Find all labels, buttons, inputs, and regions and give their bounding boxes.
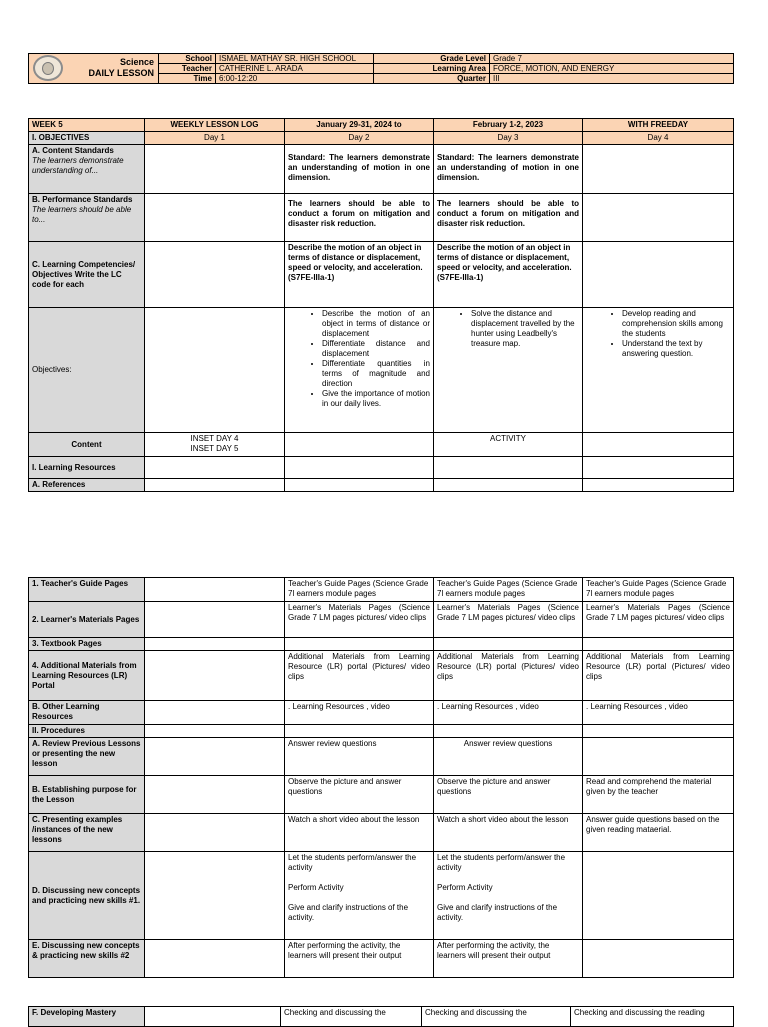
week-cell: WEEK 5 <box>29 119 145 132</box>
content-standards-day2: Standard: The learners demonstrate an understanding of motion in one dimension. <box>285 145 434 194</box>
competencies-day3 <box>434 242 583 308</box>
competencies-day3-text: Describe the motion of an object in terms of distance or displacement, speed or velocity, and acceleration. <box>437 243 572 272</box>
grade-label: Grade Level <box>374 54 490 64</box>
purpose-day2: Observe the picture and answer questions <box>285 776 434 814</box>
school-value: ISMAEL MATHAY SR. HIGH SCHOOL <box>216 54 374 64</box>
learning-area-label: Learning Area <box>374 64 490 74</box>
competencies-day2 <box>285 242 434 308</box>
learners-materials-day1 <box>145 602 285 638</box>
additional-materials-day1 <box>145 651 285 701</box>
discuss-step-instructions: Give and clarify instructions of the activity. <box>288 903 409 922</box>
competencies-day1 <box>145 242 285 308</box>
discuss-step-perform: Let the students perform/answer the activity <box>288 853 417 872</box>
empty-cell <box>583 725 734 738</box>
teachers-guide-label: 1. Teacher's Guide Pages <box>29 578 145 602</box>
weekly-log-cell: WEEKLY LESSON LOG <box>145 119 285 132</box>
review-day4 <box>583 738 734 776</box>
empty-cell <box>583 638 734 651</box>
review-day2: Answer review questions <box>285 738 434 776</box>
time-label: Time <box>159 74 216 84</box>
additional-materials-day4: Additional Materials from Learning Resource (LR) portal (Pictures/ video clips <box>583 651 734 701</box>
performance-standards-title: B. Performance Standards <box>32 195 133 204</box>
day1-header: Day 1 <box>145 132 285 145</box>
discuss-step-instructions: Give and clarify instructions of the activity. <box>437 903 558 922</box>
content-standards-sub: The learners demonstrate understanding of... <box>32 156 124 175</box>
objective-item: • Differentiate quantities in terms of magnitude and direction <box>322 359 430 389</box>
presenting-day2: Watch a short video about the lesson <box>285 814 434 852</box>
presenting-day3: Watch a short video about the lesson <box>434 814 583 852</box>
day4-header: Day 4 <box>583 132 734 145</box>
content-standards-day4 <box>583 145 734 194</box>
content-standards-day3: Standard: The learners demonstrate an understanding of motion in one dimension. <box>434 145 583 194</box>
empty-cell <box>145 725 285 738</box>
learners-materials-day2: Learner's Materials Pages (Science Grade 7 LM pages pictures/ video clips <box>285 602 434 638</box>
discuss-step-perform: Let the students perform/answer the activity <box>437 853 566 872</box>
objective-item: • Understand the text by answering question. <box>622 339 730 359</box>
mastery-day3: Checking and discussing the <box>422 1007 571 1027</box>
learners-materials-label: 2. Learner's Materials Pages <box>29 602 145 638</box>
discussing-2-day4 <box>583 940 734 978</box>
additional-materials-day2: Additional Materials from Learning Resource (LR) portal (Pictures/ video clips <box>285 651 434 701</box>
objectives-label: Objectives: <box>29 308 145 433</box>
competencies-day4 <box>583 242 734 308</box>
objectives-heading: I. OBJECTIVES <box>29 132 145 145</box>
mastery-day2: Checking and discussing the <box>281 1007 422 1027</box>
title-science: Science <box>119 56 154 67</box>
review-day3: Answer review questions <box>434 738 583 776</box>
additional-materials-day3: Additional Materials from Learning Resource (LR) portal (Pictures/ video clips <box>434 651 583 701</box>
teachers-guide-day2: Teacher's Guide Pages (Science Grade 7l earners module pages <box>285 578 434 602</box>
lesson-table-objectives <box>28 118 734 492</box>
empty-cell <box>434 725 583 738</box>
content-standards-title: A. Content Standards <box>32 146 114 155</box>
discussing-1-day3 <box>434 852 583 940</box>
teachers-guide-day1 <box>145 578 285 602</box>
purpose-day4: Read and comprehend the material given by the teacher <box>583 776 734 814</box>
freeday-cell: WITH FREEDAY <box>583 119 734 132</box>
performance-standards-day3: The learners should be able to conduct a forum on mitigation and disaster risk reduction. <box>434 194 583 242</box>
school-label: School <box>159 54 216 64</box>
objective-item: • Give the importance of motion in our daily lives. <box>322 389 430 409</box>
grade-value: Grade 7 <box>490 54 734 64</box>
mastery-day4: Checking and discussing the reading <box>571 1007 734 1027</box>
content-day3: ACTIVITY <box>434 433 583 457</box>
objectives-day4 <box>583 308 734 433</box>
performance-standards-sub: The learners should be able to... <box>32 205 132 224</box>
objectives-day3 <box>434 308 583 433</box>
presenting-label: C. Presenting examples /instances of the new lessons <box>29 814 145 852</box>
performance-standards-day1 <box>145 194 285 242</box>
references-label: A. References <box>29 479 145 492</box>
purpose-day1 <box>145 776 285 814</box>
competencies-day3-code: (S7FE-IIIa-1) <box>437 273 484 282</box>
empty-cell <box>145 638 285 651</box>
empty-cell <box>434 638 583 651</box>
dates-end-cell: February 1-2, 2023 <box>434 119 583 132</box>
time-value: 6:00-12:20 <box>216 74 374 84</box>
learning-area-value: FORCE, MOTION, AND ENERGY <box>490 64 734 74</box>
discuss-step-activity: Perform Activity <box>288 883 344 892</box>
empty-cell <box>145 479 285 492</box>
learning-resources-label: I. Learning Resources <box>29 457 145 479</box>
other-resources-day4: . Learning Resources , video <box>583 701 734 725</box>
teacher-label: Teacher <box>159 64 216 74</box>
discussing-2-day2: After performing the activity, the learners will present their output <box>285 940 434 978</box>
other-resources-day2: . Learning Resources , video <box>285 701 434 725</box>
content-standards-day1 <box>145 145 285 194</box>
discussing-1-day4 <box>583 852 734 940</box>
discussing-2-label: E. Discussing new concepts & practicing new skills #2 <box>29 940 145 978</box>
mastery-label: F. Developing Mastery <box>29 1007 145 1027</box>
content-label: Content <box>29 433 145 457</box>
teachers-guide-day3: Teacher's Guide Pages (Science Grade 7l earners module pages <box>434 578 583 602</box>
empty-cell <box>434 479 583 492</box>
objective-item: • Develop reading and comprehension skills among the students <box>622 309 730 339</box>
textbook-pages-label: 3. Textbook Pages <box>29 638 145 651</box>
discussing-1-day1 <box>145 852 285 940</box>
empty-cell <box>285 479 434 492</box>
content-standards-label <box>29 145 145 194</box>
competencies-day2-code: (S7FE-IIIa-1) <box>288 273 335 282</box>
discussing-2-day3: After performing the activity, the learners will present their output <box>434 940 583 978</box>
empty-cell <box>285 725 434 738</box>
purpose-day3: Observe the picture and answer questions <box>434 776 583 814</box>
title-block <box>29 54 159 84</box>
performance-standards-label <box>29 194 145 242</box>
objective-item: • Describe the motion of an object in terms of distance or displacement <box>322 309 430 339</box>
objectives-day2 <box>285 308 434 433</box>
empty-cell <box>434 457 583 479</box>
lesson-table-procedures <box>28 577 734 978</box>
teacher-value: CATHERINE L. ARADA <box>216 64 374 74</box>
other-resources-day3: . Learning Resources , video <box>434 701 583 725</box>
content-day2 <box>285 433 434 457</box>
performance-standards-day2: The learners should be able to conduct a forum on mitigation and disaster risk reduction. <box>285 194 434 242</box>
objectives-day1 <box>145 308 285 433</box>
competencies-day2-text: Describe the motion of an object in terms of distance or displacement, speed or velocity, and acceleration. <box>288 243 423 272</box>
presenting-day1 <box>145 814 285 852</box>
additional-materials-label: 4. Additional Materials from Learning Resources (LR) Portal <box>29 651 145 701</box>
other-resources-day1 <box>145 701 285 725</box>
day2-header: Day 2 <box>285 132 434 145</box>
day3-header: Day 3 <box>434 132 583 145</box>
content-day4 <box>583 433 734 457</box>
discussing-2-day1 <box>145 940 285 978</box>
empty-cell <box>583 479 734 492</box>
procedures-heading: II. Procedures <box>29 725 145 738</box>
competencies-label: C. Learning Competencies/ Objectives Write the LC code for each <box>29 242 145 308</box>
performance-standards-day4 <box>583 194 734 242</box>
empty-cell <box>583 457 734 479</box>
empty-cell <box>145 457 285 479</box>
quarter-value: III <box>490 74 734 84</box>
learners-materials-day3: Learner's Materials Pages (Science Grade 7 LM pages pictures/ video clips <box>434 602 583 638</box>
purpose-label: B. Establishing purpose for the Lesson <box>29 776 145 814</box>
empty-cell <box>285 457 434 479</box>
deped-seal-logo <box>33 55 63 81</box>
discuss-step-activity: Perform Activity <box>437 883 493 892</box>
review-day1 <box>145 738 285 776</box>
header-table <box>28 53 734 84</box>
review-label: A. Review Previous Lessons or presenting the new lesson <box>29 738 145 776</box>
objective-item: • Differentiate distance and displacement <box>322 339 430 359</box>
empty-cell <box>285 638 434 651</box>
objective-item: • Solve the distance and displacement travelled by the hunter using Leadbelly's treasure map. <box>471 309 579 349</box>
discussing-1-label: D. Discussing new concepts and practicing new skills #1. <box>29 852 145 940</box>
content-day1 <box>145 433 285 457</box>
quarter-label: Quarter <box>374 74 490 84</box>
presenting-day4: Answer guide questions based on the given reading mataerial. <box>583 814 734 852</box>
inset-day5: INSET DAY 5 <box>190 444 239 453</box>
title-daily-lesson: DAILY LESSON <box>88 67 154 78</box>
teachers-guide-day4: Teacher's Guide Pages (Science Grade 7l earners module pages <box>583 578 734 602</box>
dates-start-cell: January 29-31, 2024 to <box>285 119 434 132</box>
discussing-1-day2 <box>285 852 434 940</box>
inset-day4: INSET DAY 4 <box>190 434 239 443</box>
learners-materials-day4: Learner's Materials Pages (Science Grade 7 LM pages pictures/ video clips <box>583 602 734 638</box>
other-resources-label: B. Other Learning Resources <box>29 701 145 725</box>
